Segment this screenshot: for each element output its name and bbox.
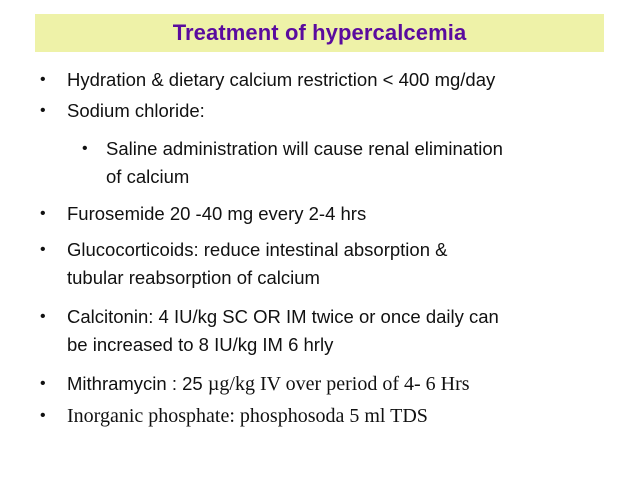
bullet-marker: • xyxy=(40,375,46,392)
bullet-marker: • xyxy=(40,308,46,325)
bullet-marker: • xyxy=(40,71,46,88)
bullet-text-hydration: Hydration & dietary calcium restriction < 400 mg/day xyxy=(67,69,496,90)
mithramycin-prefix: Mithramycin : 25 xyxy=(67,373,208,394)
sub-bullet-text-saline-line2: of calcium xyxy=(106,166,190,187)
bullet-text-glucocorticoids-line2: tubular reabsorption of calcium xyxy=(67,267,320,288)
bullet-text-furosemide: Furosemide 20 -40 mg every 2-4 hrs xyxy=(67,203,367,224)
bullet-marker: • xyxy=(40,241,46,258)
sub-bullet-text-saline-line1: Saline administration will cause renal elimination xyxy=(106,138,503,159)
bullet-text-sodium-chloride: Sodium chloride: xyxy=(67,100,205,121)
bullet-text-calcitonin-line1: Calcitonin: 4 IU/kg SC OR IM twice or once daily can xyxy=(67,306,499,327)
bullet-text-mithramycin xyxy=(67,370,470,398)
bullet-text-inorganic-phosphate: Inorganic phosphate: phosphosoda 5 ml TDS xyxy=(67,405,428,427)
bullet-marker: • xyxy=(40,102,46,119)
bullet-marker: • xyxy=(40,205,46,222)
slide-title: Treatment of hypercalcemia xyxy=(172,20,467,45)
bullet-text-glucocorticoids-line1: Glucocorticoids: reduce intestinal absorption & xyxy=(67,239,448,260)
mithramycin-dose: µg/kg IV over period of 4- 6 Hrs xyxy=(207,373,470,395)
bullet-marker: • xyxy=(40,407,46,424)
bullet-text-calcitonin-line2: be increased to 8 IU/kg IM 6 hrly xyxy=(67,334,334,355)
sub-bullet-marker: • xyxy=(82,140,88,157)
